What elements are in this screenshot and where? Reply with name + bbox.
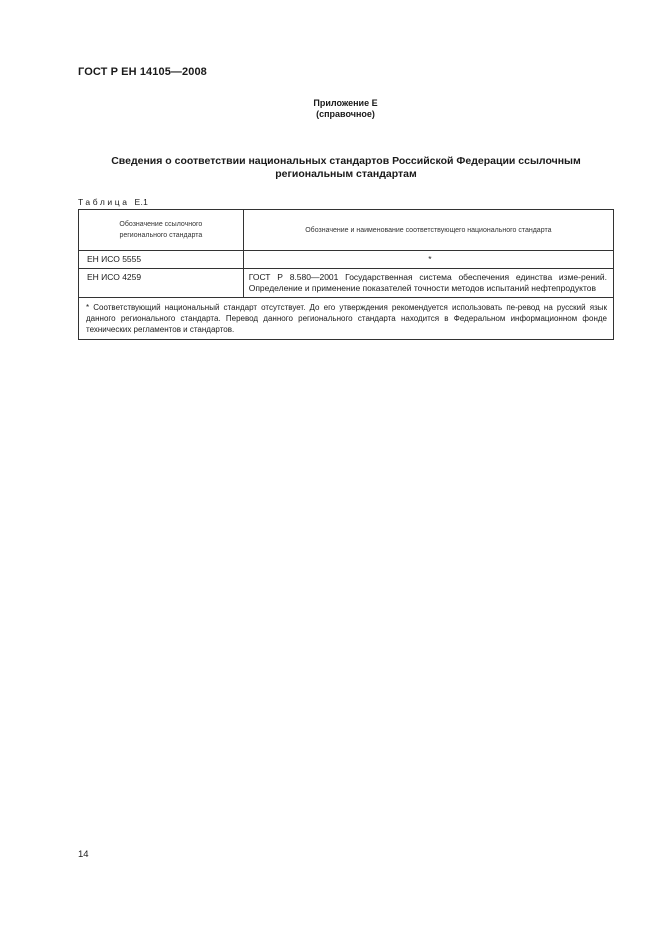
header-ref-line-1: Обозначение ссылочного — [119, 221, 203, 228]
page-number: 14 — [78, 849, 89, 860]
header-national-standard: Обозначение и наименование соответствующего национального стандарта — [243, 210, 613, 251]
annex-heading — [0, 98, 661, 120]
table-footnote-row — [79, 298, 614, 340]
national-standard-cell: ГОСТ Р 8.580—2001 Государственная система обеспечения единства изме-рений. Определение и применение показателей точности методов испытаний нефтепродуктов — [243, 269, 613, 298]
header-ref-line-2: регионального стандарта — [119, 232, 203, 239]
standards-table — [78, 209, 614, 340]
ref-standard-cell: ЕН ИСО 5555 — [79, 251, 244, 269]
annex-title: Приложение Е — [313, 98, 378, 108]
section-title-line-1: Сведения о соответствии национальных стандартов Российской Федерации ссылочным — [111, 155, 581, 167]
ref-standard-cell: ЕН ИСО 4259 — [79, 269, 244, 298]
section-title — [78, 155, 614, 181]
header-ref-standard — [79, 210, 244, 251]
document-code: ГОСТ Р ЕН 14105—2008 — [78, 66, 207, 78]
annex-subtitle: (справочное) — [316, 109, 375, 119]
national-standard-cell: * — [243, 251, 613, 269]
table-caption — [78, 197, 148, 207]
table-caption-number: Е.1 — [134, 197, 149, 207]
table-row — [79, 269, 614, 298]
table-footnote: * Соответствующий национальный стандарт отсутствует. До его утверждения рекомендуется использовать пе-ревод на русский язык данного регионального стандарта. Перевод данного регионального стандарта находится в Федеральном информационном фонде технических регламентов и стандартов. — [79, 298, 614, 340]
table-row — [79, 251, 614, 269]
table-caption-label: Таблица — [78, 197, 130, 207]
table-header-row — [79, 210, 614, 251]
section-title-line-2: региональным стандартам — [275, 168, 417, 180]
